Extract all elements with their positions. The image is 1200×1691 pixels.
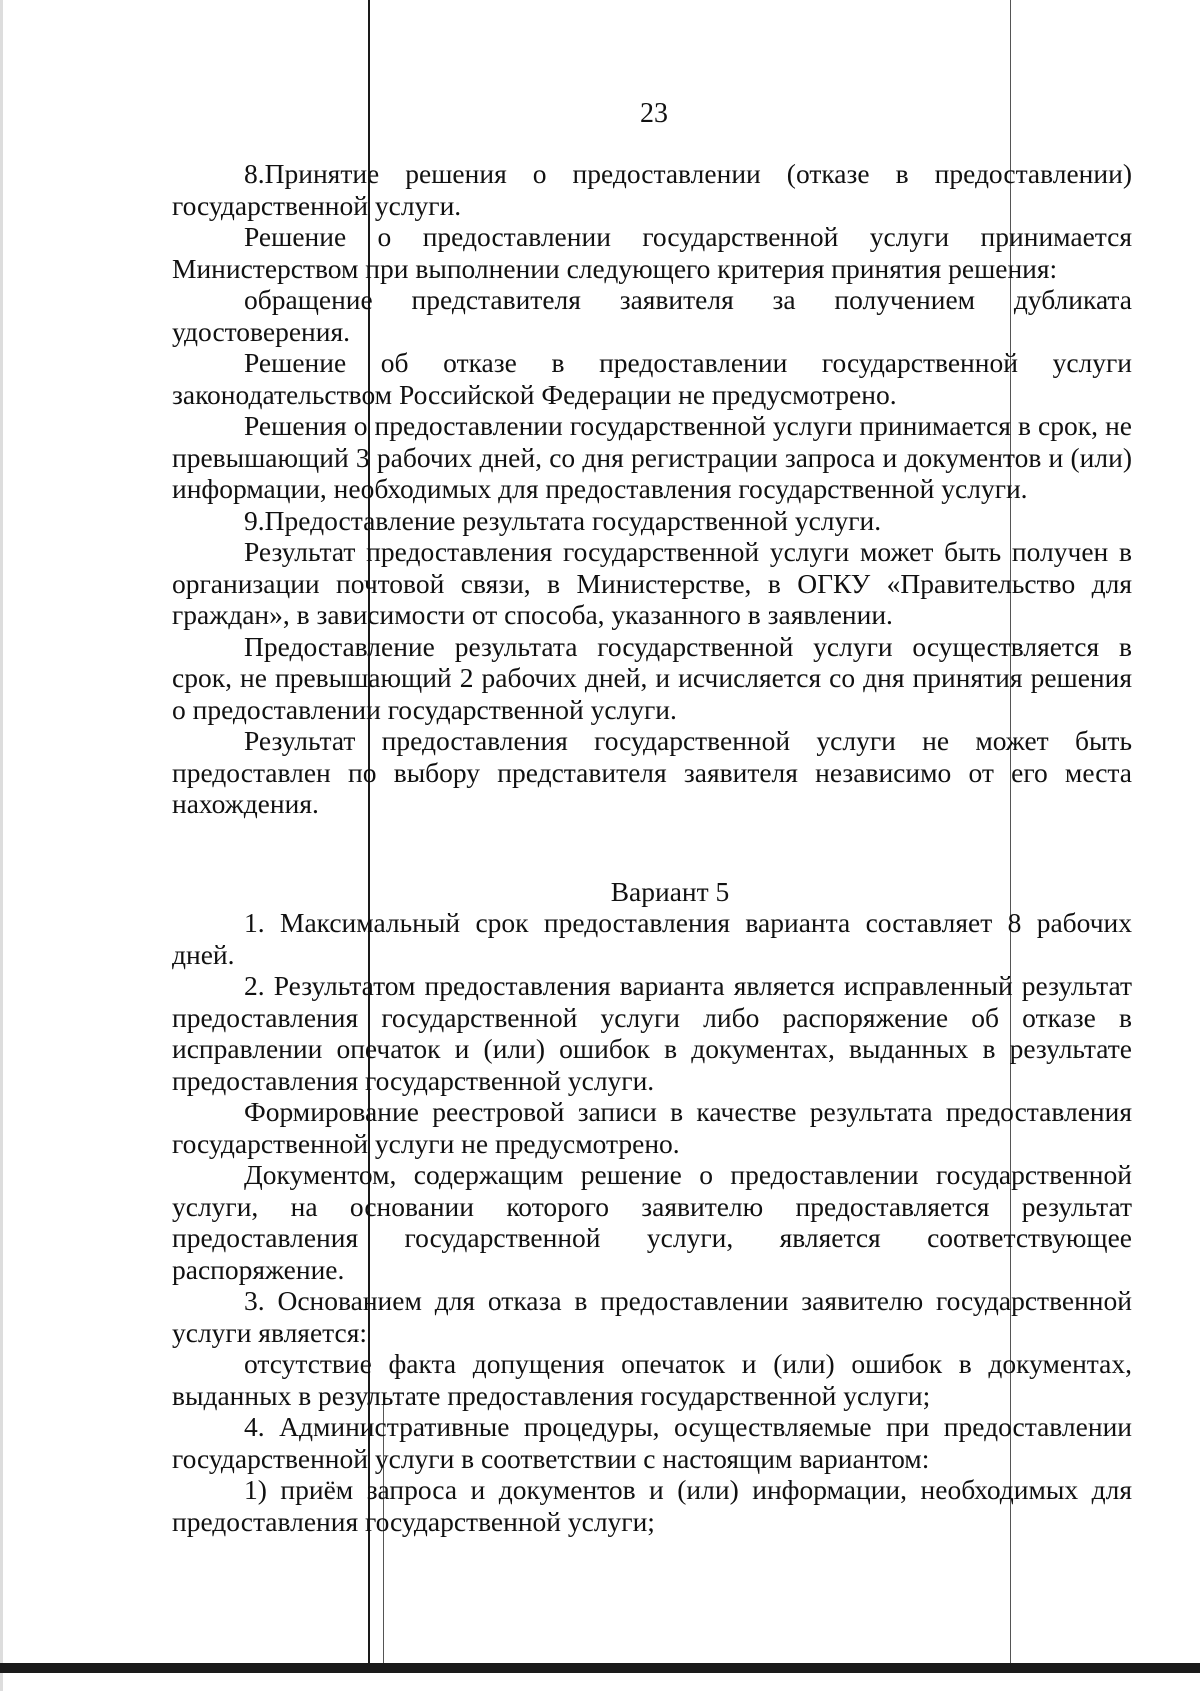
paragraph: 4. Административные процедуры, осуществляемые при предоставлении государственной услуги в соответствии с настоящим вариантом: [172,1411,1132,1474]
paragraph: обращение представителя заявителя за получением дубликата удостоверения. [172,284,1132,347]
paragraph: отсутствие факта допущения опечаток и (или) ошибок в документах, выданных в результате предоставления государственной услуги; [172,1348,1132,1411]
section-heading: Вариант 5 [610,875,730,907]
paragraph: 3. Основанием для отказа в предоставлении заявителю государственной услуги является: [172,1285,1132,1348]
paragraph: 1. Максимальный срок предоставления варианта составляет 8 рабочих дней. [172,907,1132,970]
paragraph: Решения о предоставлении государственной услуги принимается в срок, не превышающий 3 рабочих дней, со дня регистрации запроса и документов и (или) информации, необходимых для предоставления государственной услуги. [172,410,1132,504]
paragraph: Решение об отказе в предоставлении государственной услуги законодательством Российской Федерации не предусмотрено. [172,347,1132,410]
paragraph: Документом, содержащим решение о предоставлении государственной услуги, на основании которого заявителю предоставляется результат предоставления государственной услуги, является соответствующее распоряжение. [172,1159,1132,1285]
page-number: 23 [640,98,668,129]
paragraph: 1) приём запроса и документов и (или) информации, необходимых для предоставления государственной услуги; [172,1474,1132,1537]
paragraph: Формирование реестровой записи в качестве результата предоставления государственной услуги не предусмотрено. [172,1096,1132,1159]
paragraph: Результат предоставления государственной услуги не может быть предоставлен по выбору представителя заявителя независимо от его места нахождения. [172,725,1132,819]
paragraph: Решение о предоставлении государственной услуги принимается Министерством при выполнении следующего критерия принятия решения: [172,221,1132,284]
document-body [172,158,1132,1537]
scan-bottom-edge [0,1663,1200,1673]
paragraph: 9.Предоставление результата государственной услуги. [244,504,882,536]
scan-left-edge [0,0,3,1691]
paragraph: 8.Принятие решения о предоставлении (отказе в предоставлении) государственной услуги. [172,158,1132,221]
paragraph: 2. Результатом предоставления варианта является исправленный результат предоставления государственной услуги либо распоряжение об отказе в исправлении опечаток и (или) ошибок в документах, выданных в результате предоставления государственной услуги. [172,970,1132,1096]
paragraph: Результат предоставления государственной услуги может быть получен в организации почтовой связи, в Министерстве, в ОГКУ «Правительство для граждан», в зависимости от способа, указанного в заявлении. [172,536,1132,630]
paragraph: Предоставление результата государственной услуги осуществляется в срок, не превышающий 2 рабочих дней, и исчисляется со дня принятия решения о предоставлении государственной услуги. [172,630,1132,725]
